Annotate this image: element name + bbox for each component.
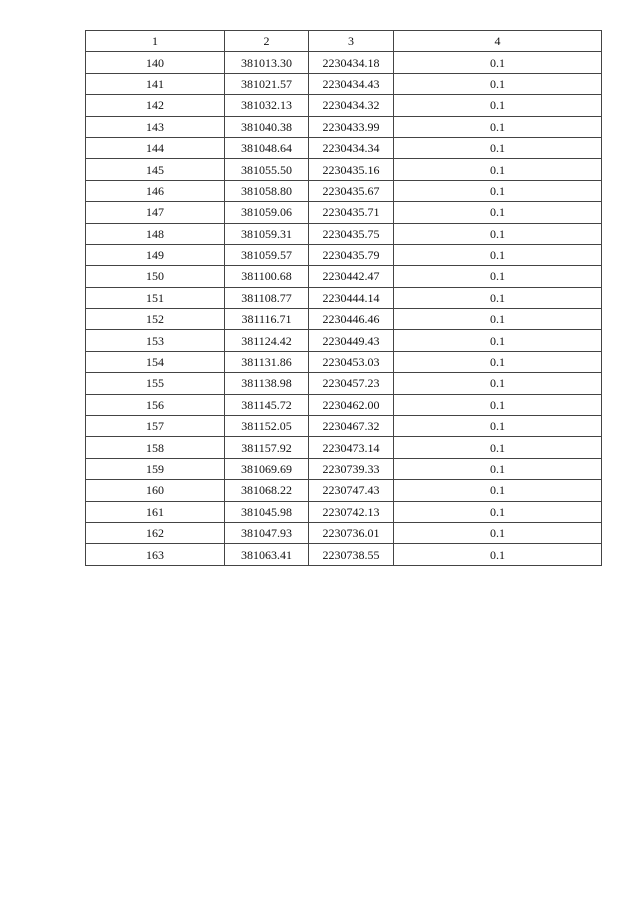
value-cell: 0.1 [394, 437, 602, 458]
y-coordinate-cell: 2230444.14 [309, 287, 394, 308]
column-header-1: 1 [86, 31, 225, 52]
point-number-cell: 149 [86, 244, 225, 265]
value-cell: 0.1 [394, 95, 602, 116]
point-number-cell: 155 [86, 373, 225, 394]
value-cell: 0.1 [394, 266, 602, 287]
table-row [86, 202, 602, 223]
point-number-cell: 162 [86, 522, 225, 543]
y-coordinate-cell: 2230435.75 [309, 223, 394, 244]
table-row [86, 223, 602, 244]
y-coordinate-cell: 2230435.67 [309, 180, 394, 201]
y-coordinate-cell: 2230434.34 [309, 137, 394, 158]
value-cell: 0.1 [394, 223, 602, 244]
x-coordinate-cell: 381116.71 [225, 309, 309, 330]
x-coordinate-cell: 381108.77 [225, 287, 309, 308]
x-coordinate-cell: 381068.22 [225, 480, 309, 501]
point-number-cell: 142 [86, 95, 225, 116]
point-number-cell: 160 [86, 480, 225, 501]
y-coordinate-cell: 2230442.47 [309, 266, 394, 287]
value-cell: 0.1 [394, 458, 602, 479]
x-coordinate-cell: 381048.64 [225, 137, 309, 158]
x-coordinate-cell: 381013.30 [225, 52, 309, 73]
value-cell: 0.1 [394, 52, 602, 73]
y-coordinate-cell: 2230736.01 [309, 522, 394, 543]
x-coordinate-cell: 381040.38 [225, 116, 309, 137]
y-coordinate-cell: 2230742.13 [309, 501, 394, 522]
table-row [86, 544, 602, 565]
table-row [86, 73, 602, 94]
table-row [86, 95, 602, 116]
x-coordinate-cell: 381100.68 [225, 266, 309, 287]
point-number-cell: 158 [86, 437, 225, 458]
x-coordinate-cell: 381157.92 [225, 437, 309, 458]
value-cell: 0.1 [394, 373, 602, 394]
point-number-cell: 146 [86, 180, 225, 201]
point-number-cell: 141 [86, 73, 225, 94]
x-coordinate-cell: 381059.31 [225, 223, 309, 244]
point-number-cell: 147 [86, 202, 225, 223]
table-row [86, 501, 602, 522]
x-coordinate-cell: 381069.69 [225, 458, 309, 479]
value-cell: 0.1 [394, 522, 602, 543]
point-number-cell: 152 [86, 309, 225, 330]
value-cell: 0.1 [394, 416, 602, 437]
point-number-cell: 159 [86, 458, 225, 479]
x-coordinate-cell: 381047.93 [225, 522, 309, 543]
y-coordinate-cell: 2230453.03 [309, 351, 394, 372]
value-cell: 0.1 [394, 180, 602, 201]
value-cell: 0.1 [394, 309, 602, 330]
header-row [86, 31, 602, 52]
table-row [86, 458, 602, 479]
point-number-cell: 163 [86, 544, 225, 565]
y-coordinate-cell: 2230446.46 [309, 309, 394, 330]
x-coordinate-cell: 381021.57 [225, 73, 309, 94]
table-row [86, 52, 602, 73]
y-coordinate-cell: 2230457.23 [309, 373, 394, 394]
x-coordinate-cell: 381063.41 [225, 544, 309, 565]
y-coordinate-cell: 2230435.79 [309, 244, 394, 265]
value-cell: 0.1 [394, 544, 602, 565]
x-coordinate-cell: 381032.13 [225, 95, 309, 116]
point-number-cell: 151 [86, 287, 225, 308]
table-row [86, 437, 602, 458]
value-cell: 0.1 [394, 116, 602, 137]
table-row [86, 416, 602, 437]
table-row [86, 522, 602, 543]
point-number-cell: 157 [86, 416, 225, 437]
table-row [86, 137, 602, 158]
table-row [86, 159, 602, 180]
y-coordinate-cell: 2230434.32 [309, 95, 394, 116]
value-cell: 0.1 [394, 480, 602, 501]
x-coordinate-cell: 381059.06 [225, 202, 309, 223]
column-header-2: 2 [225, 31, 309, 52]
table-row [86, 287, 602, 308]
point-number-cell: 156 [86, 394, 225, 415]
y-coordinate-cell: 2230467.32 [309, 416, 394, 437]
column-header-4: 4 [394, 31, 602, 52]
x-coordinate-cell: 381152.05 [225, 416, 309, 437]
y-coordinate-cell: 2230462.00 [309, 394, 394, 415]
y-coordinate-cell: 2230747.43 [309, 480, 394, 501]
x-coordinate-cell: 381055.50 [225, 159, 309, 180]
table-row [86, 394, 602, 415]
x-coordinate-cell: 381058.80 [225, 180, 309, 201]
table-body [86, 52, 602, 565]
value-cell: 0.1 [394, 159, 602, 180]
x-coordinate-cell: 381145.72 [225, 394, 309, 415]
y-coordinate-cell: 2230473.14 [309, 437, 394, 458]
x-coordinate-cell: 381124.42 [225, 330, 309, 351]
table-row [86, 330, 602, 351]
value-cell: 0.1 [394, 287, 602, 308]
value-cell: 0.1 [394, 202, 602, 223]
point-number-cell: 144 [86, 137, 225, 158]
value-cell: 0.1 [394, 501, 602, 522]
y-coordinate-cell: 2230435.71 [309, 202, 394, 223]
y-coordinate-cell: 2230738.55 [309, 544, 394, 565]
point-number-cell: 154 [86, 351, 225, 372]
x-coordinate-cell: 381059.57 [225, 244, 309, 265]
value-cell: 0.1 [394, 137, 602, 158]
table-row [86, 116, 602, 137]
x-coordinate-cell: 381131.86 [225, 351, 309, 372]
y-coordinate-cell: 2230739.33 [309, 458, 394, 479]
point-number-cell: 150 [86, 266, 225, 287]
y-coordinate-cell: 2230434.18 [309, 52, 394, 73]
table-row [86, 351, 602, 372]
table-row [86, 180, 602, 201]
table-row [86, 480, 602, 501]
point-number-cell: 148 [86, 223, 225, 244]
point-number-cell: 143 [86, 116, 225, 137]
value-cell: 0.1 [394, 394, 602, 415]
table-header [86, 31, 602, 52]
value-cell: 0.1 [394, 351, 602, 372]
point-number-cell: 153 [86, 330, 225, 351]
x-coordinate-cell: 381045.98 [225, 501, 309, 522]
point-number-cell: 145 [86, 159, 225, 180]
value-cell: 0.1 [394, 330, 602, 351]
y-coordinate-cell: 2230449.43 [309, 330, 394, 351]
table-row [86, 373, 602, 394]
value-cell: 0.1 [394, 244, 602, 265]
y-coordinate-cell: 2230434.43 [309, 73, 394, 94]
y-coordinate-cell: 2230435.16 [309, 159, 394, 180]
coordinates-table [85, 30, 602, 566]
table-row [86, 244, 602, 265]
x-coordinate-cell: 381138.98 [225, 373, 309, 394]
point-number-cell: 161 [86, 501, 225, 522]
point-number-cell: 140 [86, 52, 225, 73]
column-header-3: 3 [309, 31, 394, 52]
table-row [86, 266, 602, 287]
table-row [86, 309, 602, 330]
y-coordinate-cell: 2230433.99 [309, 116, 394, 137]
value-cell: 0.1 [394, 73, 602, 94]
